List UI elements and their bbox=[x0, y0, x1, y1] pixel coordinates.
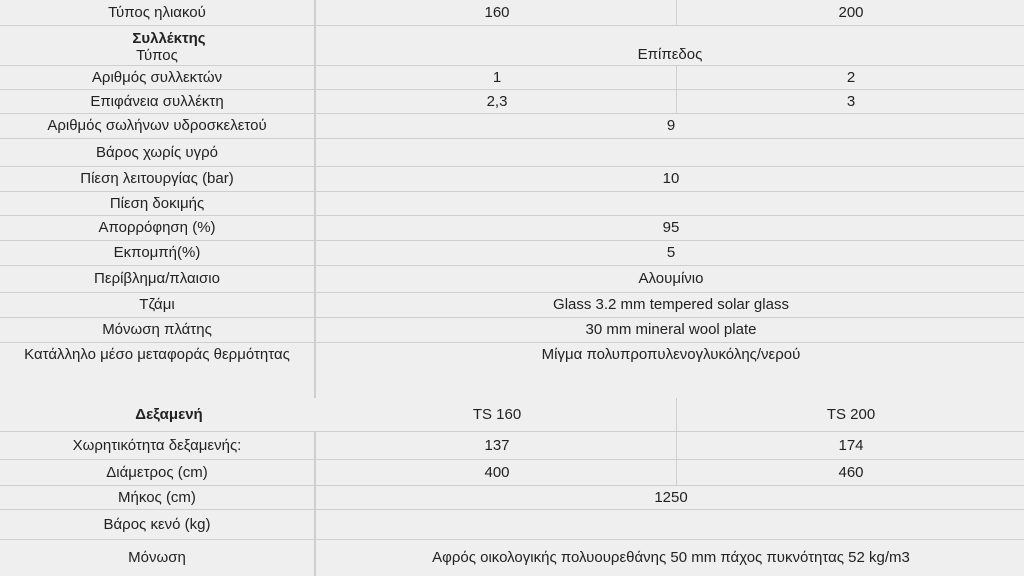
value-solar-type-160: 160 bbox=[314, 0, 678, 25]
row-absorption bbox=[0, 215, 1024, 241]
row-collector-type bbox=[0, 25, 1024, 66]
label-tank-capacity: Χωρητικότητα δεξαμενής: bbox=[72, 436, 242, 454]
value-weight bbox=[314, 138, 1024, 166]
value-tank-diameter-1: 400 bbox=[314, 459, 678, 485]
value-tank-length: 1250 bbox=[314, 485, 1024, 509]
label-emission: Εκπομπή(%) bbox=[113, 244, 201, 261]
label-pipes: Αριθμός σωλήνων υδροσκελετού bbox=[47, 117, 267, 134]
row-tank-empty-weight bbox=[0, 509, 1024, 540]
label-back-insulation: Μόνωση πλάτης bbox=[102, 321, 212, 338]
label-fluid: Κατάλληλο μέσο μεταφοράς θερμότητας bbox=[24, 345, 290, 363]
label-test-pressure: Πίεση δοκιμής bbox=[109, 194, 205, 212]
collector-header-cell bbox=[0, 25, 314, 67]
value-collector-count-1: 1 bbox=[314, 65, 678, 89]
tank-col-ts200: TS 200 bbox=[676, 398, 1024, 431]
row-collector-count bbox=[0, 65, 1024, 90]
row-frame bbox=[0, 265, 1024, 293]
value-pressure: 10 bbox=[314, 166, 1024, 191]
spacer-cell bbox=[314, 366, 1024, 398]
label-tank-length: Μήκος (cm) bbox=[118, 488, 196, 506]
row-tank-diameter bbox=[0, 459, 1024, 486]
row-tank-capacity bbox=[0, 431, 1024, 460]
value-collector-type: Επίπεδος bbox=[314, 25, 1024, 65]
row-solar-type bbox=[0, 0, 1024, 26]
label-frame: Περίβλημα/πλαισιο bbox=[94, 270, 220, 287]
value-pipes: 9 bbox=[314, 113, 1024, 138]
label-absorption: Απορρόφηση (%) bbox=[98, 219, 216, 236]
row-tank-length bbox=[0, 485, 1024, 510]
label-collector-type: Τύπος bbox=[136, 47, 178, 64]
label-solar-type: Τύπος ηλιακού bbox=[108, 4, 206, 21]
label-tank-empty-weight: Βάρος κενό (kg) bbox=[103, 515, 211, 533]
row-glass bbox=[0, 292, 1024, 318]
label-weight: Βάρος χωρίς υγρό bbox=[96, 143, 218, 161]
row-spacer bbox=[0, 366, 1024, 398]
value-fluid: Μίγμα πολυπροπυλενογλυκόλης/νερού bbox=[314, 342, 1024, 366]
tank-col-ts160: TS 160 bbox=[314, 398, 678, 431]
value-tank-empty-weight bbox=[314, 509, 1024, 539]
value-tank-capacity-2: 174 bbox=[676, 431, 1024, 459]
label-collector-area: Επιφάνεια συλλέκτη bbox=[90, 92, 224, 110]
value-frame: Αλουμίνιο bbox=[314, 265, 1024, 292]
value-tank-insulation: Αφρός οικολογικής πολυουρεθάνης 50 mm πάχος πυκνότητας 52 kg/m3 bbox=[314, 539, 1024, 576]
value-solar-type-200: 200 bbox=[676, 0, 1024, 25]
row-weight bbox=[0, 138, 1024, 167]
row-pressure bbox=[0, 166, 1024, 192]
tank-heading: Δεξαμενή bbox=[135, 406, 203, 423]
row-emission bbox=[0, 240, 1024, 266]
label-collector-count: Αριθμός συλλεκτών bbox=[91, 68, 223, 86]
row-test-pressure bbox=[0, 191, 1024, 216]
row-tank-insulation bbox=[0, 539, 1024, 576]
label-tank-diameter: Διάμετρος (cm) bbox=[106, 463, 208, 481]
row-fluid bbox=[0, 342, 1024, 366]
label-glass: Τζάμι bbox=[139, 296, 175, 313]
value-back-insulation: 30 mm mineral wool plate bbox=[314, 317, 1024, 342]
value-collector-area-1: 2,3 bbox=[314, 89, 678, 113]
value-collector-count-2: 2 bbox=[676, 65, 1024, 89]
value-tank-diameter-2: 460 bbox=[676, 459, 1024, 485]
row-tank-header bbox=[0, 398, 1024, 432]
row-collector-area bbox=[0, 89, 1024, 114]
row-back-insulation bbox=[0, 317, 1024, 343]
value-emission: 5 bbox=[314, 240, 1024, 265]
value-absorption: 95 bbox=[314, 215, 1024, 240]
value-test-pressure bbox=[314, 191, 1024, 215]
value-tank-capacity-1: 137 bbox=[314, 431, 678, 459]
value-glass: Glass 3.2 mm tempered solar glass bbox=[314, 292, 1024, 317]
label-pressure: Πίεση λειτουργίας (bar) bbox=[80, 170, 234, 187]
value-collector-area-2: 3 bbox=[676, 89, 1024, 113]
label-tank-insulation: Μόνωση bbox=[128, 549, 186, 566]
row-pipes bbox=[0, 113, 1024, 139]
collector-heading: Συλλέκτης bbox=[132, 30, 206, 47]
